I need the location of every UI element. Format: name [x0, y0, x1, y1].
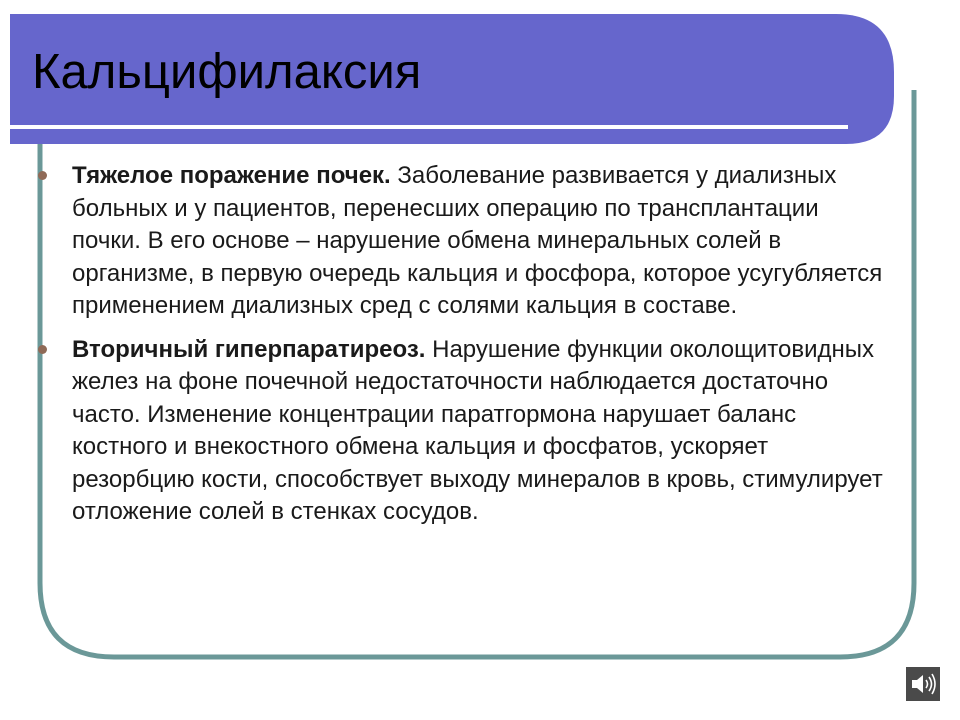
bullet-item	[38, 334, 888, 529]
bullet-list	[38, 160, 888, 540]
bullet-text: Нарушение функции околощитовидных желез на фоне почечной недостаточности наблюдается достаточно часто. Изменение концентрации паратгормона нарушает баланс костного и внекостного обмена кальция и фосфатов, ускоряет резорбцию кости, способствует выходу минералов в кровь, стимулирует отложение солей в стенках сосудов.	[72, 335, 883, 525]
title-rule	[0, 125, 848, 129]
bullet-dot	[38, 345, 47, 354]
speaker-icon	[906, 667, 940, 701]
bullet-lead: Вторичный гиперпаратиреоз.	[72, 335, 426, 363]
bullet-dot	[38, 171, 47, 180]
bullet-lead: Тяжелое поражение почек.	[72, 162, 391, 189]
audio-button[interactable]	[906, 667, 940, 701]
bullet-text: Заболевание развивается у диализных больных и у пациентов, перенесших операцию по трансплантации почки. В его основе – нарушение обмена минеральных солей в организме, в первую очередь кальция и фосфора, которое усугубляется применением диализных сред с солями кальция в составе.	[72, 162, 883, 319]
slide-title: Кальцифилаксия	[32, 45, 422, 99]
bullet-item	[38, 160, 888, 323]
